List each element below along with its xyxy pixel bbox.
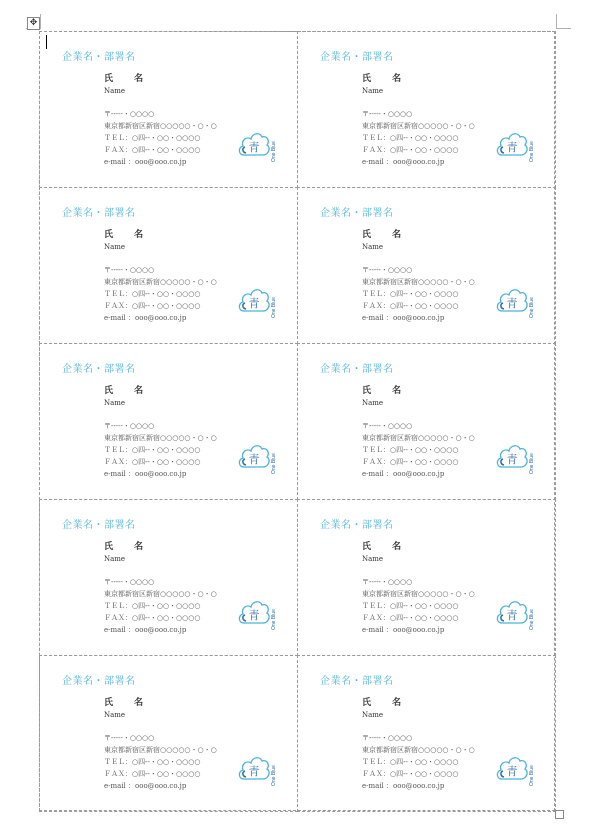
business-card[interactable]: [39, 499, 298, 656]
company-department: 企業名・部署名: [320, 364, 394, 375]
email: e-mail ：ooo@ooo.co.jp: [104, 782, 187, 790]
company-department: 企業名・部署名: [62, 676, 136, 687]
business-card[interactable]: [297, 187, 556, 344]
cloud-logo-icon: [237, 284, 285, 320]
business-card[interactable]: [39, 655, 298, 812]
postal-code: 〒-----・○○○○: [104, 266, 155, 274]
address: 東京都新宿区新宿○○○○○・○・○: [104, 122, 217, 130]
tel: ＴＥＬ：○四--・○○・○○○○: [104, 758, 201, 766]
fax: ＦＡＸ：○四--・○○・○○○○: [104, 302, 201, 310]
address: 東京都新宿区新宿○○○○○・○・○: [362, 434, 475, 442]
logo-character: 青: [248, 453, 260, 466]
logo-text: One Blue: [271, 141, 277, 162]
logo-text: One Blue: [271, 765, 277, 786]
fax: ＦＡＸ：○四--・○○・○○○○: [362, 614, 459, 622]
fax: ＦＡＸ：○四--・○○・○○○○: [362, 146, 459, 154]
cloud-logo-icon: [495, 596, 543, 632]
postal-code: 〒-----・○○○○: [104, 734, 155, 742]
logo-character: 青: [506, 453, 518, 466]
company-department: 企業名・部署名: [320, 52, 394, 63]
address: 東京都新宿区新宿○○○○○・○・○: [362, 122, 475, 130]
company-department: 企業名・部署名: [62, 208, 136, 219]
email: e-mail ：ooo@ooo.co.jp: [362, 626, 445, 634]
person-name: 氏 名: [362, 230, 411, 240]
business-card[interactable]: [39, 343, 298, 500]
logo-character: 青: [506, 297, 518, 310]
company-department: 企業名・部署名: [320, 208, 394, 219]
tel: ＴＥＬ：○四--・○○・○○○○: [104, 134, 201, 142]
fax: ＦＡＸ：○四--・○○・○○○○: [362, 458, 459, 466]
person-name: 氏 名: [104, 698, 153, 708]
logo-text: One Blue: [529, 765, 535, 786]
tel: ＴＥＬ：○四--・○○・○○○○: [362, 602, 459, 610]
email: e-mail ：ooo@ooo.co.jp: [104, 626, 187, 634]
postal-code: 〒-----・○○○○: [104, 110, 155, 118]
address: 東京都新宿区新宿○○○○○・○・○: [362, 746, 475, 754]
person-name: 氏 名: [362, 542, 411, 552]
email: e-mail ：ooo@ooo.co.jp: [104, 470, 187, 478]
logo-text: One Blue: [529, 297, 535, 318]
logo-text: One Blue: [529, 141, 535, 162]
person-name: 氏 名: [362, 698, 411, 708]
contact-info: [362, 576, 475, 636]
table-move-handle-icon[interactable]: ✥: [27, 17, 40, 30]
person-name: 氏 名: [104, 74, 153, 84]
business-card[interactable]: [39, 31, 298, 188]
address: 東京都新宿区新宿○○○○○・○・○: [104, 434, 217, 442]
business-card[interactable]: [297, 31, 556, 188]
person-name: 氏 名: [362, 386, 411, 396]
company-department: 企業名・部署名: [320, 676, 394, 687]
person-name-english: Name: [104, 399, 126, 407]
logo-character: 青: [248, 141, 260, 154]
company-department: 企業名・部署名: [62, 364, 136, 375]
crop-mark-top-right: [556, 14, 571, 29]
person-name-english: Name: [362, 399, 384, 407]
contact-info: [104, 264, 217, 324]
logo-character: 青: [506, 141, 518, 154]
logo-text: One Blue: [529, 609, 535, 630]
table-resize-handle-icon[interactable]: [555, 810, 564, 819]
business-card[interactable]: [297, 655, 556, 812]
contact-info: [362, 732, 475, 792]
logo-character: 青: [506, 765, 518, 778]
logo-character: 青: [248, 609, 260, 622]
postal-code: 〒-----・○○○○: [104, 578, 155, 586]
address: 東京都新宿区新宿○○○○○・○・○: [104, 590, 217, 598]
contact-info: [104, 420, 217, 480]
contact-info: [362, 420, 475, 480]
cloud-logo-icon: [495, 440, 543, 476]
fax: ＦＡＸ：○四--・○○・○○○○: [104, 770, 201, 778]
postal-code: 〒-----・○○○○: [362, 422, 413, 430]
tel: ＴＥＬ：○四--・○○・○○○○: [362, 134, 459, 142]
person-name: 氏 名: [104, 386, 153, 396]
contact-info: [104, 576, 217, 636]
cloud-logo-icon: [237, 752, 285, 788]
company-department: 企業名・部署名: [62, 520, 136, 531]
person-name-english: Name: [104, 243, 126, 251]
postal-code: 〒-----・○○○○: [362, 578, 413, 586]
fax: ＦＡＸ：○四--・○○・○○○○: [104, 146, 201, 154]
contact-info: [104, 732, 217, 792]
email: e-mail ：ooo@ooo.co.jp: [104, 314, 187, 322]
person-name-english: Name: [362, 555, 384, 563]
fax: ＦＡＸ：○四--・○○・○○○○: [104, 614, 201, 622]
person-name: 氏 名: [362, 74, 411, 84]
postal-code: 〒-----・○○○○: [362, 734, 413, 742]
company-department: 企業名・部署名: [320, 520, 394, 531]
fax: ＦＡＸ：○四--・○○・○○○○: [104, 458, 201, 466]
business-card[interactable]: [297, 343, 556, 500]
tel: ＴＥＬ：○四--・○○・○○○○: [104, 290, 201, 298]
cloud-logo-icon: [237, 596, 285, 632]
cloud-logo-icon: [495, 284, 543, 320]
person-name-english: Name: [362, 243, 384, 251]
person-name-english: Name: [104, 87, 126, 95]
address: 東京都新宿区新宿○○○○○・○・○: [362, 278, 475, 286]
logo-character: 青: [506, 609, 518, 622]
fax: ＦＡＸ：○四--・○○・○○○○: [362, 302, 459, 310]
address: 東京都新宿区新宿○○○○○・○・○: [104, 278, 217, 286]
tel: ＴＥＬ：○四--・○○・○○○○: [362, 758, 459, 766]
email: e-mail ：ooo@ooo.co.jp: [362, 470, 445, 478]
postal-code: 〒-----・○○○○: [104, 422, 155, 430]
person-name-english: Name: [362, 87, 384, 95]
cloud-logo-icon: [237, 128, 285, 164]
tel: ＴＥＬ：○四--・○○・○○○○: [104, 602, 201, 610]
business-card-sheet: [39, 31, 555, 811]
tel: ＴＥＬ：○四--・○○・○○○○: [104, 446, 201, 454]
company-department: 企業名・部署名: [62, 52, 136, 63]
person-name-english: Name: [362, 711, 384, 719]
business-card[interactable]: [39, 187, 298, 344]
logo-text: One Blue: [271, 453, 277, 474]
tel: ＴＥＬ：○四--・○○・○○○○: [362, 290, 459, 298]
person-name-english: Name: [104, 711, 126, 719]
email: e-mail ：ooo@ooo.co.jp: [362, 782, 445, 790]
person-name: 氏 名: [104, 230, 153, 240]
person-name: 氏 名: [104, 542, 153, 552]
person-name-english: Name: [104, 555, 126, 563]
fax: ＦＡＸ：○四--・○○・○○○○: [362, 770, 459, 778]
email: e-mail ：ooo@ooo.co.jp: [362, 158, 445, 166]
address: 東京都新宿区新宿○○○○○・○・○: [104, 746, 217, 754]
business-card[interactable]: [297, 499, 556, 656]
logo-character: 青: [248, 297, 260, 310]
tel: ＴＥＬ：○四--・○○・○○○○: [362, 446, 459, 454]
email: e-mail ：ooo@ooo.co.jp: [362, 314, 445, 322]
cloud-logo-icon: [237, 440, 285, 476]
address: 東京都新宿区新宿○○○○○・○・○: [362, 590, 475, 598]
contact-info: [362, 108, 475, 168]
cloud-logo-icon: [495, 752, 543, 788]
contact-info: [362, 264, 475, 324]
logo-text: One Blue: [271, 609, 277, 630]
postal-code: 〒-----・○○○○: [362, 266, 413, 274]
logo-text: One Blue: [529, 453, 535, 474]
postal-code: 〒-----・○○○○: [362, 110, 413, 118]
contact-info: [104, 108, 217, 168]
logo-text: One Blue: [271, 297, 277, 318]
cloud-logo-icon: [495, 128, 543, 164]
logo-character: 青: [248, 765, 260, 778]
email: e-mail ：ooo@ooo.co.jp: [104, 158, 187, 166]
